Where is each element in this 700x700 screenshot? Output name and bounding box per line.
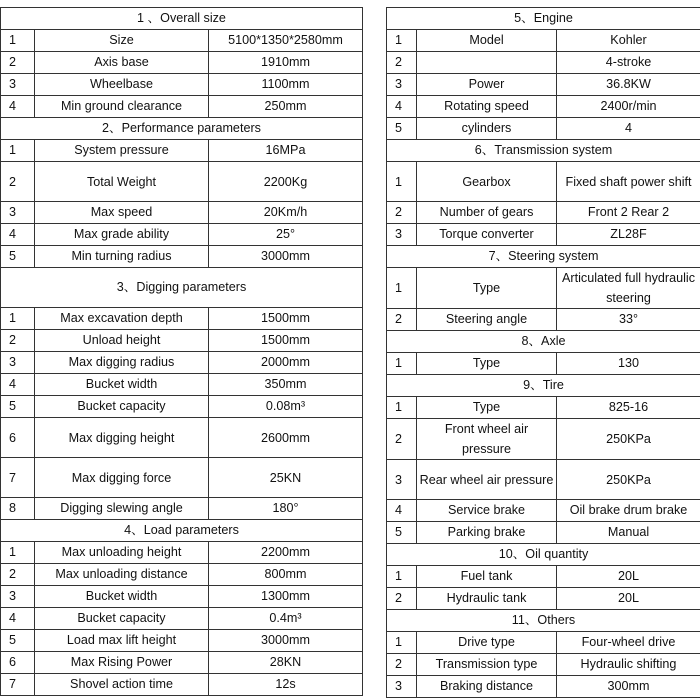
spec-value: 2400r/min xyxy=(557,96,700,118)
row-number: 1 xyxy=(387,268,417,309)
row-number: 8 xyxy=(1,498,35,520)
spec-row xyxy=(387,96,700,118)
spec-item: Fuel tank xyxy=(417,566,557,588)
spec-row xyxy=(1,246,363,268)
spec-item: Torque converter xyxy=(417,224,557,246)
spec-row xyxy=(387,30,700,52)
spec-value: 16MPa xyxy=(209,140,363,162)
right-spec-table xyxy=(386,7,700,698)
spec-item: Type xyxy=(417,397,557,419)
spec-row xyxy=(387,460,700,500)
spec-item: Total Weight xyxy=(35,162,209,202)
spec-item: cylinders xyxy=(417,118,557,140)
spec-row xyxy=(1,224,363,246)
section-header-row xyxy=(1,520,363,542)
spec-row xyxy=(387,654,700,676)
spec-row xyxy=(1,674,363,696)
row-number: 3 xyxy=(1,202,35,224)
spec-item: Max speed xyxy=(35,202,209,224)
spec-row xyxy=(1,52,363,74)
spec-row xyxy=(387,676,700,698)
spec-value: 350mm xyxy=(209,374,363,396)
section-title: 10、Oil quantity xyxy=(387,544,700,566)
row-number: 1 xyxy=(387,353,417,375)
spec-value: 130 xyxy=(557,353,700,375)
spec-value: 0.08m³ xyxy=(209,396,363,418)
spec-item: Min turning radius xyxy=(35,246,209,268)
section-title: 3、Digging parameters xyxy=(1,268,363,308)
spec-value: 3000mm xyxy=(209,246,363,268)
spec-row xyxy=(1,498,363,520)
row-number: 3 xyxy=(1,586,35,608)
spec-row xyxy=(387,202,700,224)
row-number: 5 xyxy=(387,118,417,140)
spec-row xyxy=(387,419,700,460)
spec-value: 1100mm xyxy=(209,74,363,96)
spec-value: 33° xyxy=(557,309,700,331)
spec-value: Hydraulic shifting xyxy=(557,654,700,676)
spec-row xyxy=(1,374,363,396)
row-number: 2 xyxy=(387,309,417,331)
row-number: 4 xyxy=(1,224,35,246)
spec-row xyxy=(1,308,363,330)
section-title: 6、Transmission system xyxy=(387,140,700,162)
row-number: 1 xyxy=(387,397,417,419)
spec-item: Max excavation depth xyxy=(35,308,209,330)
spec-item: Type xyxy=(417,353,557,375)
spec-value: ZL28F xyxy=(557,224,700,246)
spec-item: Transmission type xyxy=(417,654,557,676)
spec-row xyxy=(1,608,363,630)
row-number: 3 xyxy=(387,224,417,246)
row-number: 2 xyxy=(1,52,35,74)
spec-value: 250mm xyxy=(209,96,363,118)
left-spec-table xyxy=(0,7,363,696)
section-title: 4、Load parameters xyxy=(1,520,363,542)
spec-item: Bucket width xyxy=(35,586,209,608)
spec-row xyxy=(387,588,700,610)
spec-item: Size xyxy=(35,30,209,52)
spec-item: Min ground clearance xyxy=(35,96,209,118)
spec-value: 2600mm xyxy=(209,418,363,458)
spec-row xyxy=(387,500,700,522)
spec-row xyxy=(1,564,363,586)
spec-value: 180° xyxy=(209,498,363,520)
row-number: 1 xyxy=(387,30,417,52)
row-number: 3 xyxy=(1,74,35,96)
spec-item: Bucket width xyxy=(35,374,209,396)
spec-value: 250KPa xyxy=(557,460,700,500)
spec-item: Axis base xyxy=(35,52,209,74)
section-title: 2、Performance parameters xyxy=(1,118,363,140)
spec-value: 20L xyxy=(557,588,700,610)
spec-row xyxy=(387,309,700,331)
spec-value: 12s xyxy=(209,674,363,696)
spec-row xyxy=(1,330,363,352)
spec-value: 25KN xyxy=(209,458,363,498)
row-number: 1 xyxy=(387,162,417,202)
row-number: 6 xyxy=(1,652,35,674)
spec-value: Oil brake drum brake xyxy=(557,500,700,522)
spec-value: 300mm xyxy=(557,676,700,698)
spec-item: Max digging radius xyxy=(35,352,209,374)
spec-value: 825-16 xyxy=(557,397,700,419)
spec-value: Kohler xyxy=(557,30,700,52)
spec-value: 4 xyxy=(557,118,700,140)
spec-item: Rear wheel air pressure xyxy=(417,460,557,500)
spec-row xyxy=(387,162,700,202)
spec-row xyxy=(1,74,363,96)
spec-item: Type xyxy=(417,268,557,309)
spec-item: Steering angle xyxy=(417,309,557,331)
spec-value: 2200mm xyxy=(209,542,363,564)
spec-row xyxy=(387,397,700,419)
spec-value: 0.4m³ xyxy=(209,608,363,630)
spec-row xyxy=(1,96,363,118)
spec-value: 2200Kg xyxy=(209,162,363,202)
row-number: 2 xyxy=(1,564,35,586)
row-number: 5 xyxy=(1,396,35,418)
spec-item: Gearbox xyxy=(417,162,557,202)
spec-value: Front 2 Rear 2 xyxy=(557,202,700,224)
spec-item: Max digging force xyxy=(35,458,209,498)
spec-item: Hydraulic tank xyxy=(417,588,557,610)
section-title: 11、Others xyxy=(387,610,700,632)
spec-item: Unload height xyxy=(35,330,209,352)
spec-value: 1500mm xyxy=(209,330,363,352)
spec-value: 800mm xyxy=(209,564,363,586)
section-header-row xyxy=(1,118,363,140)
section-title: 5、Engine xyxy=(387,8,700,30)
spec-value: Four-wheel drive xyxy=(557,632,700,654)
spec-row xyxy=(1,396,363,418)
section-title: 8、Axle xyxy=(387,331,700,353)
spec-item: Model xyxy=(417,30,557,52)
spec-row xyxy=(387,566,700,588)
section-header-row xyxy=(387,246,700,268)
spec-item: Load max lift height xyxy=(35,630,209,652)
spec-item: Bucket capacity xyxy=(35,608,209,630)
spec-row xyxy=(1,418,363,458)
spec-row xyxy=(1,202,363,224)
spec-row xyxy=(387,522,700,544)
row-number: 1 xyxy=(1,308,35,330)
spec-row xyxy=(1,140,363,162)
section-header-row xyxy=(387,375,700,397)
spec-value: 1300mm xyxy=(209,586,363,608)
section-title: 1 、Overall size xyxy=(1,8,363,30)
row-number: 7 xyxy=(1,674,35,696)
row-number: 4 xyxy=(1,374,35,396)
spec-row xyxy=(387,74,700,96)
spec-item: Max Rising Power xyxy=(35,652,209,674)
spec-row xyxy=(387,353,700,375)
row-number: 5 xyxy=(1,246,35,268)
row-number: 6 xyxy=(1,418,35,458)
spec-value: 28KN xyxy=(209,652,363,674)
spec-row xyxy=(1,352,363,374)
row-number: 1 xyxy=(1,542,35,564)
section-header-row xyxy=(387,544,700,566)
section-header-row xyxy=(387,140,700,162)
row-number: 3 xyxy=(387,460,417,500)
spec-value: 25° xyxy=(209,224,363,246)
row-number: 5 xyxy=(1,630,35,652)
spec-row xyxy=(387,632,700,654)
section-header-row xyxy=(387,610,700,632)
spec-row xyxy=(387,268,700,309)
spec-row xyxy=(1,586,363,608)
spec-value: 36.8KW xyxy=(557,74,700,96)
spec-item: Number of gears xyxy=(417,202,557,224)
spec-item: Max digging height xyxy=(35,418,209,458)
spec-value: 5100*1350*2580mm xyxy=(209,30,363,52)
spec-item: Digging slewing angle xyxy=(35,498,209,520)
row-number: 4 xyxy=(1,608,35,630)
spec-item: Parking brake xyxy=(417,522,557,544)
right-spec-body xyxy=(387,8,700,698)
section-title: 9、Tire xyxy=(387,375,700,397)
spec-value: 1910mm xyxy=(209,52,363,74)
row-number: 3 xyxy=(387,676,417,698)
spec-row xyxy=(387,224,700,246)
spec-row xyxy=(1,458,363,498)
row-number: 1 xyxy=(1,140,35,162)
row-number: 3 xyxy=(387,74,417,96)
spec-value: Fixed shaft power shift xyxy=(557,162,700,202)
section-header-row xyxy=(1,8,363,30)
spec-value: 4-stroke xyxy=(557,52,700,74)
spec-value: 3000mm xyxy=(209,630,363,652)
spec-row xyxy=(1,162,363,202)
spec-item: Service brake xyxy=(417,500,557,522)
spec-item: Drive type xyxy=(417,632,557,654)
spec-item: Power xyxy=(417,74,557,96)
row-number: 3 xyxy=(1,352,35,374)
row-number: 4 xyxy=(387,500,417,522)
spec-value: 20Km/h xyxy=(209,202,363,224)
spec-item: Rotating speed xyxy=(417,96,557,118)
row-number: 7 xyxy=(1,458,35,498)
spec-value: 2000mm xyxy=(209,352,363,374)
spec-item: System pressure xyxy=(35,140,209,162)
row-number: 2 xyxy=(387,419,417,460)
row-number: 1 xyxy=(387,632,417,654)
spec-item: Braking distance xyxy=(417,676,557,698)
spec-item: Shovel action time xyxy=(35,674,209,696)
spec-item: Max unloading height xyxy=(35,542,209,564)
row-number: 2 xyxy=(387,588,417,610)
row-number: 2 xyxy=(1,330,35,352)
spec-value: 1500mm xyxy=(209,308,363,330)
spec-item: Front wheel air pressure xyxy=(417,419,557,460)
spec-item: Max grade ability xyxy=(35,224,209,246)
row-number: 4 xyxy=(1,96,35,118)
row-number: 2 xyxy=(387,202,417,224)
row-number: 1 xyxy=(387,566,417,588)
spec-row xyxy=(387,52,700,74)
row-number: 1 xyxy=(1,30,35,52)
left-spec-body xyxy=(1,8,363,696)
spec-value: 250KPa xyxy=(557,419,700,460)
section-title: 7、Steering system xyxy=(387,246,700,268)
spec-item xyxy=(417,52,557,74)
center-divider xyxy=(362,7,386,693)
spec-item: Wheelbase xyxy=(35,74,209,96)
spec-row xyxy=(1,30,363,52)
row-number: 2 xyxy=(387,52,417,74)
spec-row xyxy=(1,542,363,564)
spec-value: Manual xyxy=(557,522,700,544)
spec-item: Bucket capacity xyxy=(35,396,209,418)
spec-value: Articulated full hydraulic steering xyxy=(557,268,700,309)
spec-value: 20L xyxy=(557,566,700,588)
row-number: 2 xyxy=(387,654,417,676)
spec-row xyxy=(1,630,363,652)
row-number: 5 xyxy=(387,522,417,544)
row-number: 4 xyxy=(387,96,417,118)
section-header-row xyxy=(387,8,700,30)
section-header-row xyxy=(387,331,700,353)
spec-item: Max unloading distance xyxy=(35,564,209,586)
spec-row xyxy=(1,652,363,674)
row-number: 2 xyxy=(1,162,35,202)
spec-row xyxy=(387,118,700,140)
section-header-row xyxy=(1,268,363,308)
